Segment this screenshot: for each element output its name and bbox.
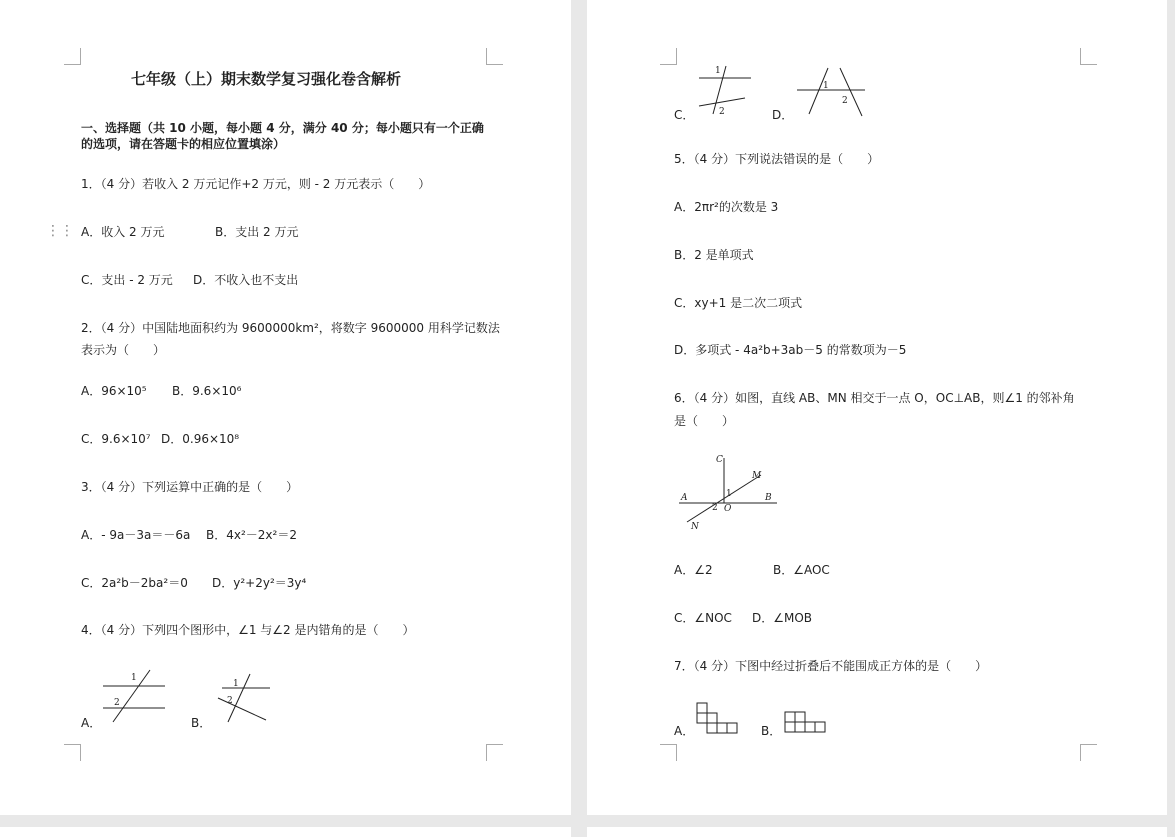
margin-corner-mark — [1080, 744, 1097, 761]
figure-line — [218, 698, 266, 720]
figure-line — [699, 98, 745, 106]
point-o-label: O — [724, 504, 732, 514]
question-4-option-c: C． — [674, 108, 695, 122]
net-square — [795, 712, 805, 722]
net-square — [697, 703, 707, 713]
point-c-label: C — [716, 455, 723, 465]
net-square — [815, 722, 825, 732]
margin-corner-mark — [486, 48, 503, 65]
margin-corner-mark — [64, 48, 81, 65]
section-heading: 一、选择题（共 10 小题，每小题 4 分，满分 40 分；每小题只有一个正确 — [81, 121, 484, 135]
net-square — [805, 722, 815, 732]
question-7-option-b: B． — [761, 724, 782, 738]
drag-handle-icon[interactable]: ⋮⋮ — [46, 223, 74, 239]
question-1-stem: 1．（4 分）若收入 2 万元记作+2 万元，则 - 2 万元表示（ ） — [81, 177, 431, 191]
question-1-option-b: B．支出 2 万元 — [215, 225, 299, 239]
question-4-option-d: D． — [772, 108, 794, 122]
question-6-option-d: D．∠MOB — [752, 611, 813, 625]
angle-2-label: 2 — [712, 503, 718, 513]
net-square — [795, 722, 805, 732]
point-m-label: M — [752, 471, 762, 481]
section-heading: 的选项，请在答题卡的相应位置填涂） — [81, 137, 286, 151]
next-page-right-edge — [587, 827, 1167, 837]
angle-2-label: 2 — [227, 696, 233, 706]
margin-corner-mark — [64, 744, 81, 761]
net-square — [697, 713, 707, 723]
question-3-option-b: B．4x²－2x²＝2 — [206, 528, 297, 542]
question-6-option-a: A．∠2 — [674, 563, 713, 577]
question-1-option-c: C．支出 - 2 万元 — [81, 273, 173, 287]
angle-2-label: 2 — [719, 107, 725, 117]
net-square — [785, 712, 795, 722]
net-square — [785, 722, 795, 732]
point-b-label: B — [765, 493, 772, 503]
margin-corner-mark — [660, 744, 677, 761]
next-page-left-edge — [0, 827, 571, 837]
document-title: 七年级（上）期末数学复习强化卷含解析 — [131, 70, 402, 88]
figure-4a-diagram — [100, 668, 170, 724]
question-5-option-a: A．2πr²的次数是 3 — [674, 200, 779, 214]
angle-1-label: 1 — [715, 66, 721, 76]
cube-net-b-diagram — [783, 710, 829, 736]
question-2-stem: 表示为（ ） — [81, 343, 166, 357]
figure-4b-diagram — [214, 670, 274, 726]
figure-line — [809, 68, 828, 114]
question-2-option-c: C．9.6×10⁷ — [81, 432, 151, 446]
document-page-left — [0, 0, 571, 815]
question-7-option-a: A． — [674, 724, 695, 738]
question-2-option-d: D．0.96×10⁸ — [161, 432, 240, 446]
net-square — [727, 723, 737, 733]
question-4-option-b: B． — [191, 716, 212, 730]
angle-1-label: 1 — [726, 489, 732, 499]
cube-net-a-diagram — [695, 701, 741, 735]
question-1-option-d: D．不收入也不支出 — [193, 273, 299, 287]
net-square — [717, 723, 727, 733]
angle-1-label: 1 — [233, 679, 239, 689]
angle-2-label: 2 — [842, 96, 848, 106]
figure-4c-diagram — [693, 64, 753, 117]
question-1-option-a: A．收入 2 万元 — [81, 225, 165, 239]
question-5-option-c: C．xy+1 是二次二项式 — [674, 296, 803, 310]
question-6-stem: 6．（4 分）如图，直线 AB、MN 相交于一点 O，OC⊥AB，则∠1 的邻补角 — [674, 391, 1075, 405]
document-page-right — [587, 0, 1167, 815]
question-3-option-c: C．2a²b－2ba²＝0 — [81, 576, 188, 590]
question-5-stem: 5．（4 分）下列说法错误的是（ ） — [674, 152, 880, 166]
question-2-stem: 2．（4 分）中国陆地面积约为 9600000km²，将数字 9600000 用科学记数法 — [81, 321, 500, 335]
question-5-option-d: D．多项式 - 4a²b+3ab－5 的常数项为－5 — [674, 343, 907, 357]
question-6-stem: 是（ ） — [674, 414, 735, 428]
question-2-option-a: A．96×10⁵ — [81, 384, 147, 398]
net-square — [707, 723, 717, 733]
question-4-option-a: A． — [81, 716, 102, 730]
net-square — [707, 713, 717, 723]
question-3-option-a: A．- 9a－3a＝－6a — [81, 528, 191, 542]
figure-4d-diagram — [795, 66, 867, 116]
angle-1-label: 1 — [131, 673, 137, 683]
point-n-label: N — [691, 522, 699, 532]
question-3-stem: 3．（4 分）下列运算中正确的是（ ） — [81, 480, 299, 494]
margin-corner-mark — [1080, 48, 1097, 65]
margin-corner-mark — [660, 48, 677, 65]
question-6-option-c: C．∠NOC — [674, 611, 732, 625]
question-6-option-b: B．∠AOC — [773, 563, 830, 577]
question-3-option-d: D．y²+2y²＝3y⁴ — [212, 576, 307, 590]
question-7-stem: 7．（4 分）下图中经过折叠后不能围成正方体的是（ ） — [674, 659, 988, 673]
figure-line — [840, 68, 862, 116]
question-4-stem: 4．（4 分）下列四个图形中，∠1 与∠2 是内错角的是（ ） — [81, 623, 415, 637]
point-a-label: A — [681, 493, 688, 503]
figure-6-diagram — [675, 452, 785, 532]
angle-2-label: 2 — [114, 698, 120, 708]
margin-corner-mark — [486, 744, 503, 761]
question-2-option-b: B．9.6×10⁶ — [172, 384, 242, 398]
question-5-option-b: B．2 是单项式 — [674, 248, 754, 262]
angle-1-label: 1 — [823, 81, 829, 91]
